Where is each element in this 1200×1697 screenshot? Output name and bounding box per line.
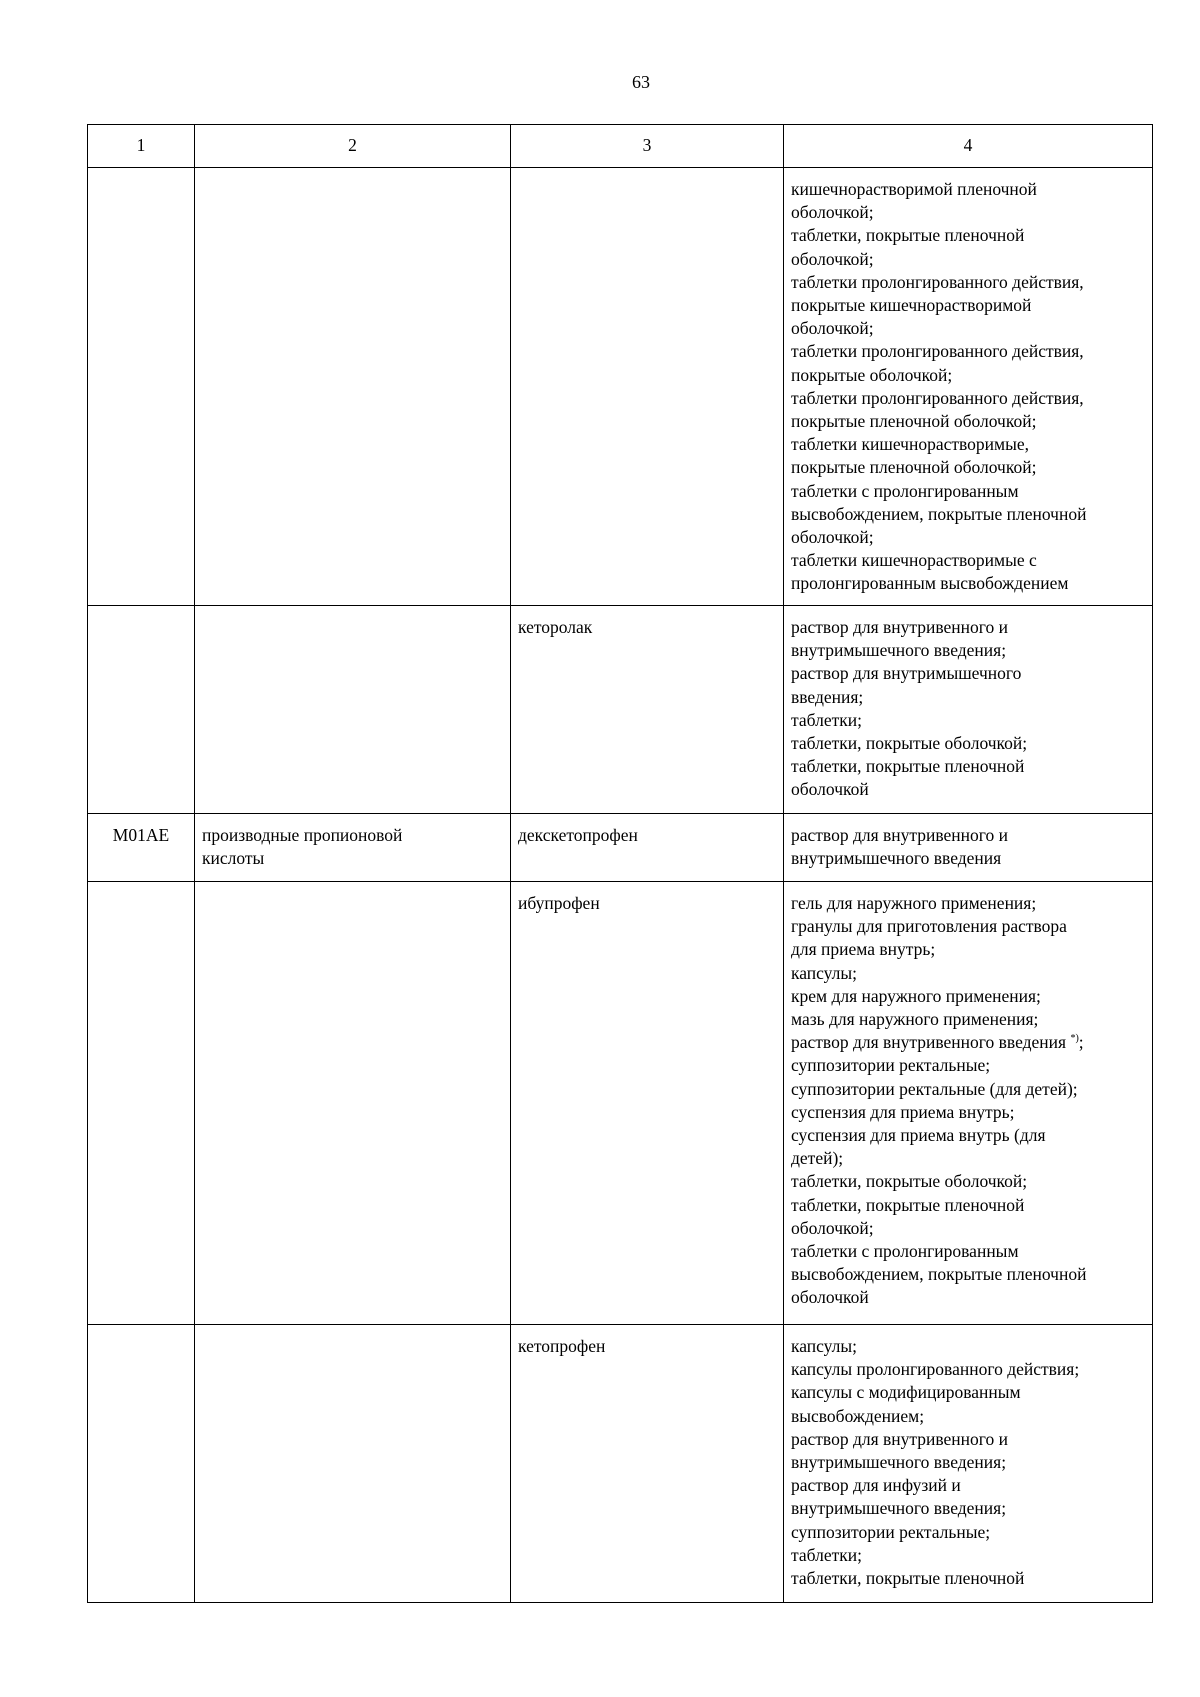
dosage-forms-cell [784, 882, 1153, 1325]
dosage-form-line: таблетки, покрытые пленочной [791, 1568, 1025, 1589]
dosage-form-text: раствор для внутривенного введения [791, 1032, 1071, 1053]
dosage-form-line: таблетки пролонгированного действия, [791, 341, 1084, 362]
dosage-form-line: внутримышечного введения; [791, 640, 1007, 661]
dosage-form-line: капсулы пролонгированного действия; [791, 1359, 1080, 1380]
dosage-form-line: таблетки пролонгированного действия, [791, 271, 1084, 292]
table-row [88, 1325, 1153, 1603]
drug-name-cell: кетопрофен [511, 1325, 784, 1603]
group-name-line: производные пропионовой [202, 825, 403, 845]
dosage-form-line: таблетки с пролонгированным [791, 480, 1019, 501]
atc-code-cell [88, 168, 195, 606]
dosage-form-line: внутримышечного введения [791, 848, 1002, 869]
dosage-forms-cell [784, 1325, 1153, 1603]
table-row [88, 814, 1153, 882]
dosage-form-punct: ; [1078, 1032, 1084, 1053]
dosage-form-line: суппозитории ректальные (для детей); [791, 1078, 1078, 1099]
dosage-form-line: таблетки с пролонгированным [791, 1241, 1019, 1262]
atc-code-cell: M01AE [88, 814, 195, 882]
dosage-form-line-marked [791, 1031, 1145, 1054]
drug-name-cell: кеторолак [511, 606, 784, 814]
table-row [88, 168, 1153, 606]
group-cell [195, 814, 511, 882]
dosage-form-line: таблетки кишечнорастворимые с [791, 550, 1037, 571]
dosage-form-line: мазь для наружного применения; [791, 1009, 1039, 1030]
dosage-form-line: гель для наружного применения; [791, 893, 1037, 913]
dosage-form-line: оболочкой [791, 1287, 869, 1308]
dosage-form-line: таблетки, покрытые оболочкой; [791, 733, 1028, 754]
dosage-form-line: таблетки кишечнорастворимые, [791, 434, 1029, 455]
dosage-form-line: раствор для внутримышечного [791, 663, 1022, 684]
dosage-form-line: таблетки пролонгированного действия, [791, 387, 1084, 408]
dosage-form-line: раствор для инфузий и [791, 1475, 961, 1496]
header-row [88, 125, 1153, 168]
dosage-form-line: таблетки, покрытые пленочной [791, 225, 1025, 246]
dosage-form-line: внутримышечного введения; [791, 1498, 1007, 1519]
dosage-form-line: покрытые кишечнорастворимой [791, 295, 1032, 316]
header-col-2: 2 [195, 125, 511, 168]
group-name-line: кислоты [202, 848, 265, 869]
page-number: 63 [632, 72, 650, 92]
drug-name-cell: ибупрофен [511, 882, 784, 1325]
group-cell [195, 606, 511, 814]
dosage-form-line: таблетки, покрытые пленочной [791, 756, 1025, 777]
dosage-form-line: суспензия для приема внутрь; [791, 1101, 1015, 1122]
table-row [88, 606, 1153, 814]
dosage-forms-cell [784, 606, 1153, 814]
header-col-3: 3 [511, 125, 784, 168]
dosage-form-line: капсулы с модифицированным [791, 1382, 1021, 1403]
header-col-4: 4 [784, 125, 1153, 168]
group-cell [195, 168, 511, 606]
dosage-form-line: гранулы для приготовления раствора [791, 916, 1067, 937]
dosage-form-line: раствор для внутривенного и [791, 617, 1009, 637]
dosage-forms-cell [784, 168, 1153, 606]
dosage-form-line: для приема внутрь; [791, 939, 936, 960]
dosage-form-line: покрытые пленочной оболочкой; [791, 411, 1037, 432]
dosage-form-line: капсулы; [791, 1336, 858, 1356]
drug-name-cell: декскетопрофен [511, 814, 784, 882]
dosage-form-line: детей); [791, 1148, 844, 1169]
dosage-form-line: таблетки; [791, 709, 862, 730]
dosage-form-line: таблетки, покрытые пленочной [791, 1194, 1025, 1215]
drug-table [87, 124, 1153, 1603]
dosage-form-line: таблетки; [791, 1544, 862, 1565]
dosage-form-line: оболочкой; [791, 248, 874, 269]
dosage-form-line: оболочкой; [791, 318, 874, 339]
footnote-mark: *) [1070, 1033, 1079, 1045]
dosage-form-line: оболочкой; [791, 202, 874, 223]
dosage-form-line: раствор для внутривенного и [791, 1428, 1009, 1449]
dosage-form-line: раствор для внутривенного и [791, 825, 1009, 845]
header-col-1: 1 [88, 125, 195, 168]
atc-code-cell [88, 606, 195, 814]
dosage-form-line: внутримышечного введения; [791, 1452, 1007, 1473]
dosage-form-line: высвобождением, покрытые пленочной [791, 503, 1087, 524]
dosage-forms-cell [784, 814, 1153, 882]
drug-name-cell [511, 168, 784, 606]
dosage-form-line: оболочкой; [791, 1217, 874, 1238]
atc-code-cell [88, 1325, 195, 1603]
dosage-form-line: суспензия для приема внутрь (для [791, 1125, 1046, 1146]
dosage-form-line: оболочкой; [791, 527, 874, 548]
dosage-form-line: пролонгированным высвобождением [791, 573, 1069, 594]
group-cell [195, 1325, 511, 1603]
dosage-form-line: суппозитории ректальные; [791, 1055, 991, 1076]
dosage-form-line: оболочкой [791, 779, 869, 800]
dosage-form-line: покрытые оболочкой; [791, 364, 953, 385]
dosage-form-line: крем для наружного применения; [791, 985, 1041, 1006]
dosage-form-line: таблетки, покрытые оболочкой; [791, 1171, 1028, 1192]
dosage-form-line: суппозитории ректальные; [791, 1521, 991, 1542]
dosage-form-line: введения; [791, 686, 864, 707]
dosage-form-line: покрытые пленочной оболочкой; [791, 457, 1037, 478]
group-cell [195, 882, 511, 1325]
dosage-form-line: капсулы; [791, 962, 858, 983]
dosage-form-line: кишечнорастворимой пленочной [791, 179, 1037, 199]
dosage-form-line: высвобождением, покрытые пленочной [791, 1264, 1087, 1285]
table-row [88, 882, 1153, 1325]
atc-code-cell [88, 882, 195, 1325]
dosage-form-line: высвобождением; [791, 1405, 925, 1426]
